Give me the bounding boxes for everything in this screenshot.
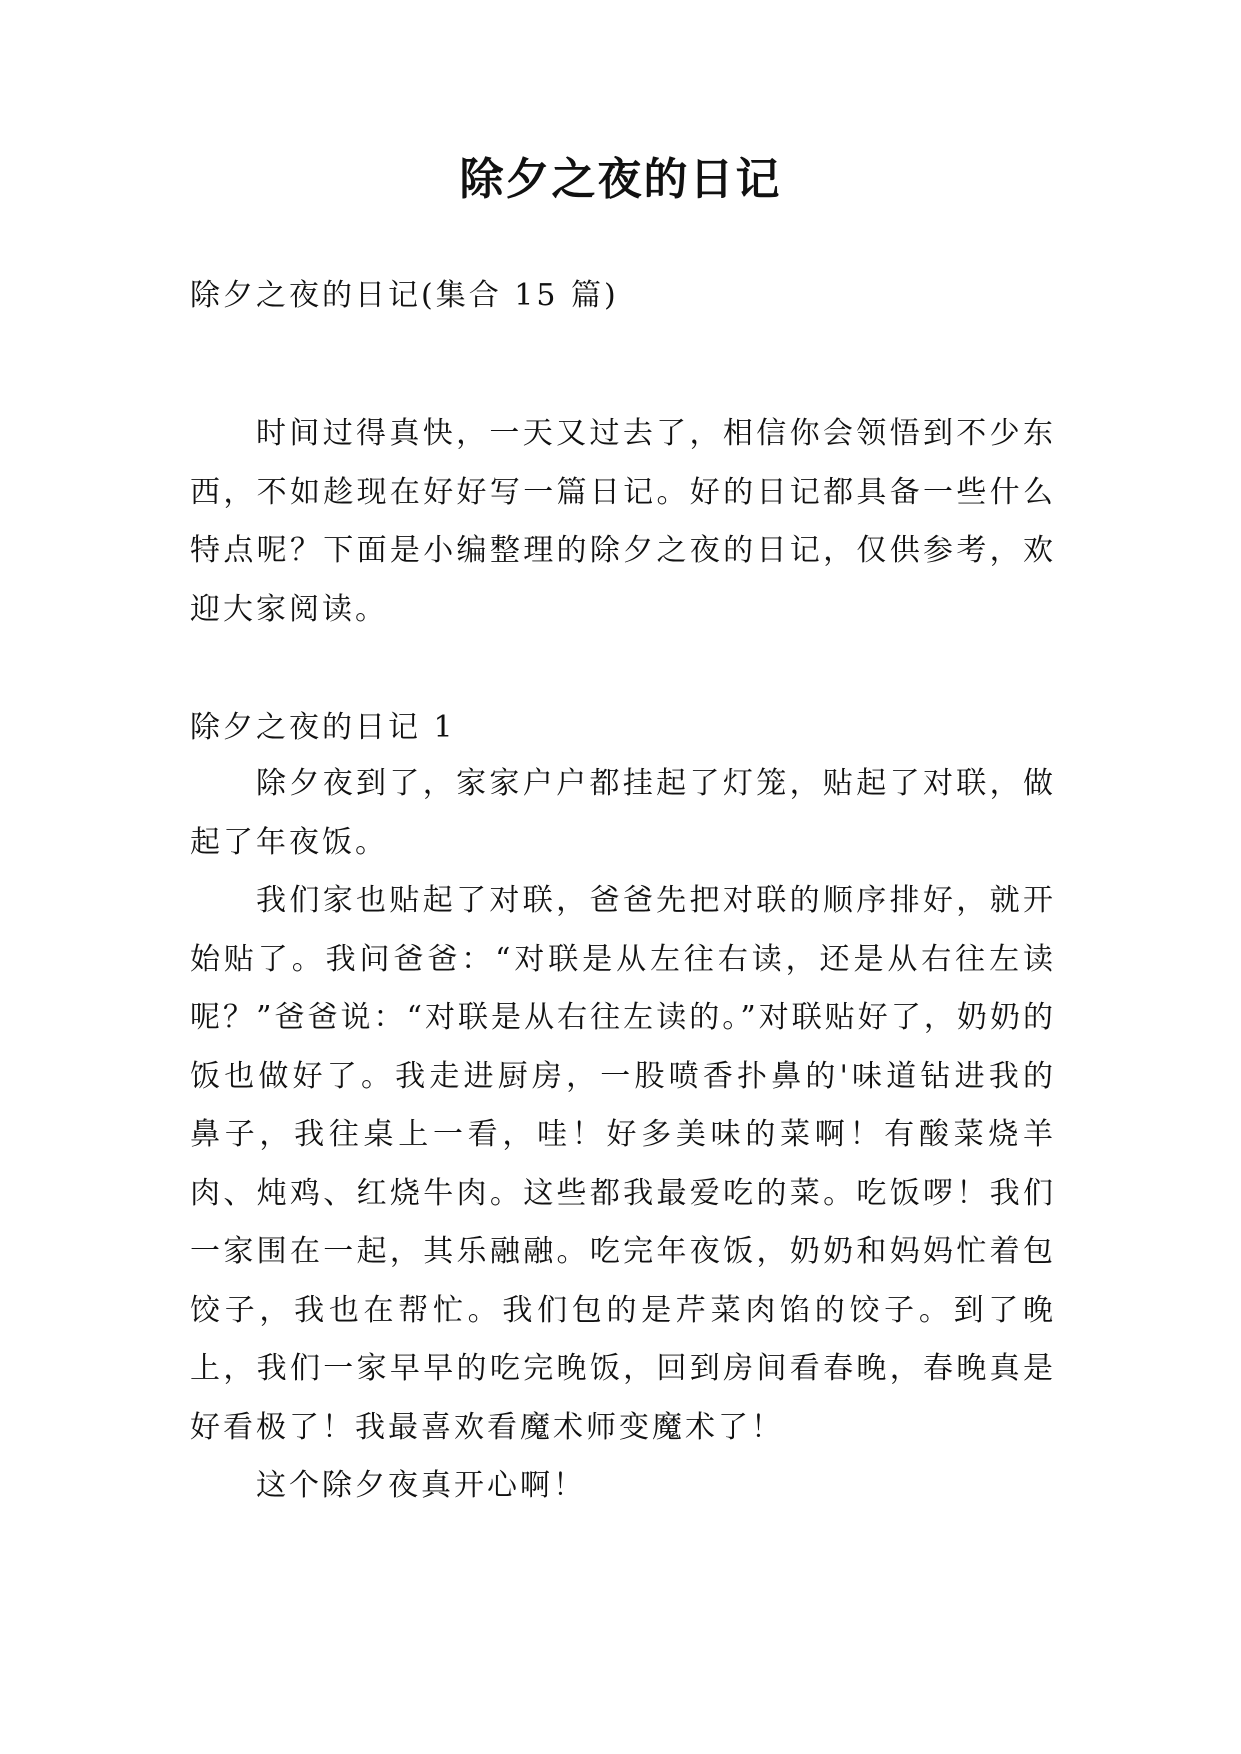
entry-heading [190,699,1056,758]
entry-paragraph: 这个除夕夜真开心啊！ [256,1468,586,1503]
intro-paragraph [190,405,1056,639]
document-title: 除夕之夜的日记 [459,154,782,205]
subtitle-text: 除夕之夜的日记(集合 15 篇) [190,278,619,313]
document-subtitle [190,267,1056,326]
entry-paragraph: 我们家也贴起了对联，爸爸先把对联的顺序排好，就开始贴了。我问爸爸：“对联是从左往右读，还是从右往左读呢？”爸爸说：“对联是从右往左读的。”对联贴好了，奶奶的饭也做好了。我走进厨房，一股喷香扑鼻的'味道钻进我的鼻子，我往桌上一看，哇！好多美味的菜啊！有酸菜烧羊肉、炖鸡、红烧牛肉。这些都我最爱吃的菜。吃饭啰！我们一家围在一起，其乐融融。吃完年夜饭，奶奶和妈妈忙着包饺子，我也在帮忙。我们包的是芹菜肉馅的饺子。到了晚上，我们一家早早的吃完晚饭，回到房间看春晚，春晚真是好看极了！我最喜欢看魔术师变魔术了！ [190,883,1056,1445]
intro-text: 时间过得真快，一天又过去了，相信你会领悟到不少东西，不如趁现在好好写一篇日记。好的日记都具备一些什么特点呢？下面是小编整理的除夕之夜的日记，仅供参考，欢迎大家阅读。 [190,416,1056,627]
entry-paragraph: 除夕夜到了，家家户户都挂起了灯笼，贴起了对联，做起了年夜饭。 [190,766,1056,860]
entry-body [190,755,1056,1516]
entry-heading-text: 除夕之夜的日记 1 [190,710,456,745]
